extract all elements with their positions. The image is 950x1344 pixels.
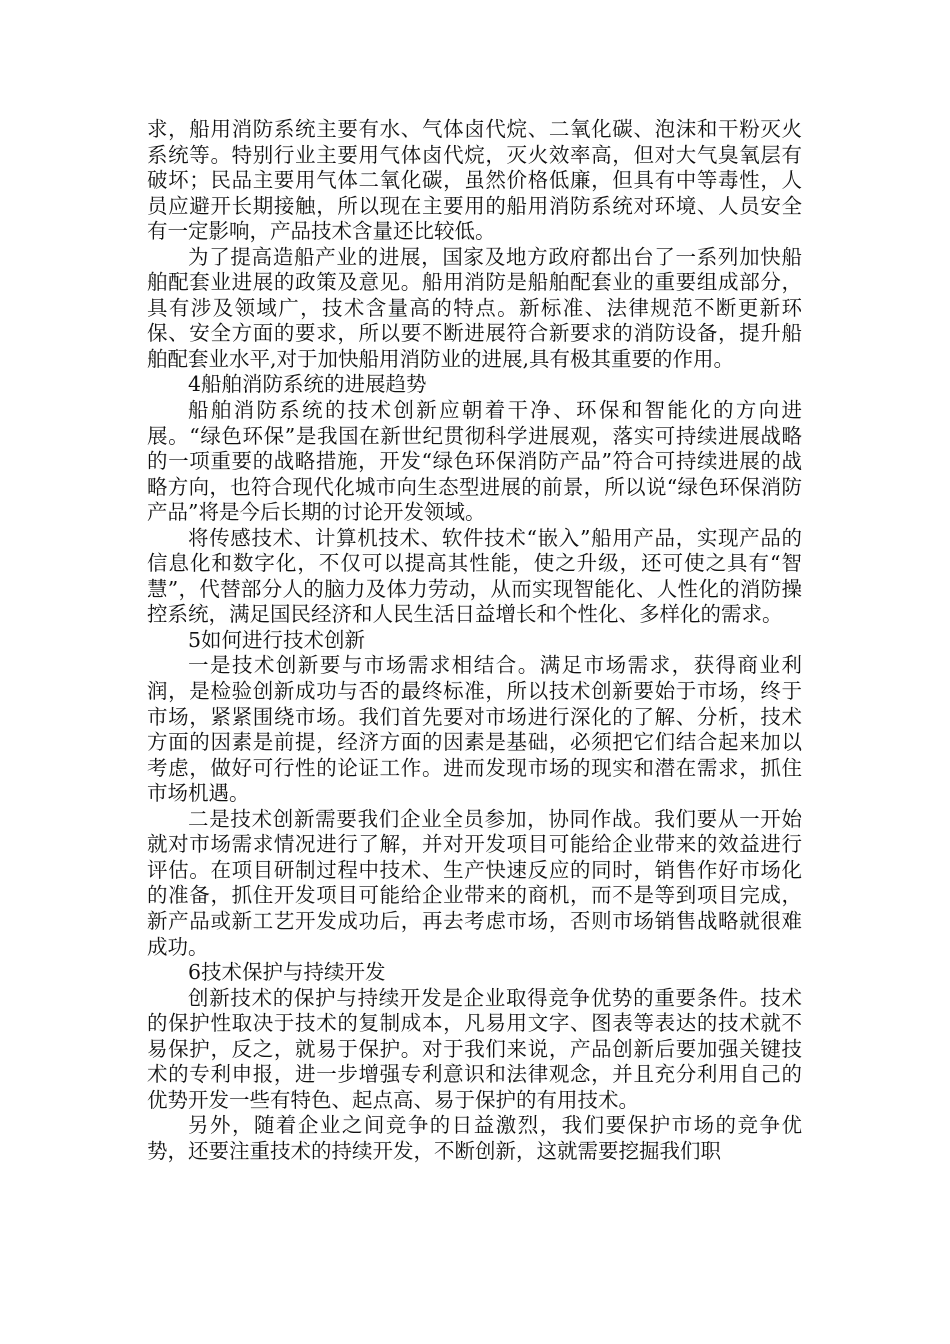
paragraph-green-trend: 船舶消防系统的技术创新应朝着干净、环保和智能化的方向进展。“绿色环保”是我国在新世纪贯彻科学进展观，落实可持续进展战略的一项重要的战略措施，开发“绿色环保消防产品”符合可持续进展的战略方向，也符合现代化城市向生态型进展的前景，所以说“绿色环保消防产品”将是今后长期的讨论开发领域。 xyxy=(147,398,802,525)
paragraph-continuous-development: 另外，随着企业之间竞争的日益激烈，我们要保护市场的竞争优势，还要注重技术的持续开发，不断创新，这就需要挖掘我们职 xyxy=(147,1113,802,1163)
section-heading-4: 4船舶消防系统的进展趋势 xyxy=(188,372,427,397)
section-heading-5: 5如何进行技术创新 xyxy=(188,627,366,652)
paragraph-fire-systems: 求，船用消防系统主要有水、气体卤代烷、二氧化碳、泡沫和干粉灭火系统等。特别行业主要用气体卤代烷，灭火效率高，但对大气臭氧层有破坏；民品主要用气体二氧化碳，虽然价格低廉，但具有中等毒性，人员应避开长期接触，所以现在主要用的船用消防系统对环境、人员安全有一定影响，产品技术含量还比较低。 xyxy=(147,117,802,244)
document-page xyxy=(147,117,802,1164)
paragraph-smart-trend: 将传感技术、计算机技术、软件技术“嵌入”船用产品，实现产品的信息化和数字化，不仅可以提高其性能，使之升级，还可使之具有“智慧”，代替部分人的脑力及体力劳动，从而实现智能化、人性化的消防操控系统，满足国民经济和人民生活日益增长和个性化、多样化的需求。 xyxy=(147,525,802,627)
paragraph-teamwork: 二是技术创新需要我们企业全员参加，协同作战。我们要从一开始就对市场需求情况进行了解，并对开发项目可能给企业带来的效益进行评估。在项目研制过程中技术、生产快速反应的同时，销售作好市场化的准备，抓住开发项目可能给企业带来的商机，而不是等到项目完成，新产品或新工艺开发成功后，再去考虑市场，否则市场销售战略就很难成功。 xyxy=(147,806,802,959)
paragraph-protection: 创新技术的保护与持续开发是企业取得竞争优势的重要条件。技术的保护性取决于技术的复制成本，凡易用文字、图表等表达的技术就不易保护，反之，就易于保护。对于我们来说，产品创新后要加强关键技术的专利申报，进一步增强专利意识和法律观念，并且充分利用自己的优势开发一些有特色、起点高、易于保护的有用技术。 xyxy=(147,985,802,1112)
section-heading-6: 6技术保护与持续开发 xyxy=(188,960,386,985)
paragraph-policy: 为了提高造船产业的进展，国家及地方政府都出台了一系列加快船舶配套业进展的政策及意见。船用消防是船舶配套业的重要组成部分，具有涉及领域广，技术含量高的特点。新标准、法律规范不断更新环保、安全方面的要求，所以要不断进展符合新要求的消防设备，提升船舶配套业水平,对于加快船用消防业的进展,具有极其重要的作用。 xyxy=(147,244,802,371)
paragraph-market-demand: 一是技术创新要与市场需求相结合。满足市场需求，获得商业利润，是检验创新成功与否的最终标准，所以技术创新要始于市场，终于市场，紧紧围绕市场。我们首先要对市场进行深化的了解、分析，技术方面的因素是前提，经济方面的因素是基础，必须把它们结合起来加以考虑，做好可行性的论证工作。进而发现市场的现实和潜在需求，抓住市场机遇。 xyxy=(147,653,802,806)
